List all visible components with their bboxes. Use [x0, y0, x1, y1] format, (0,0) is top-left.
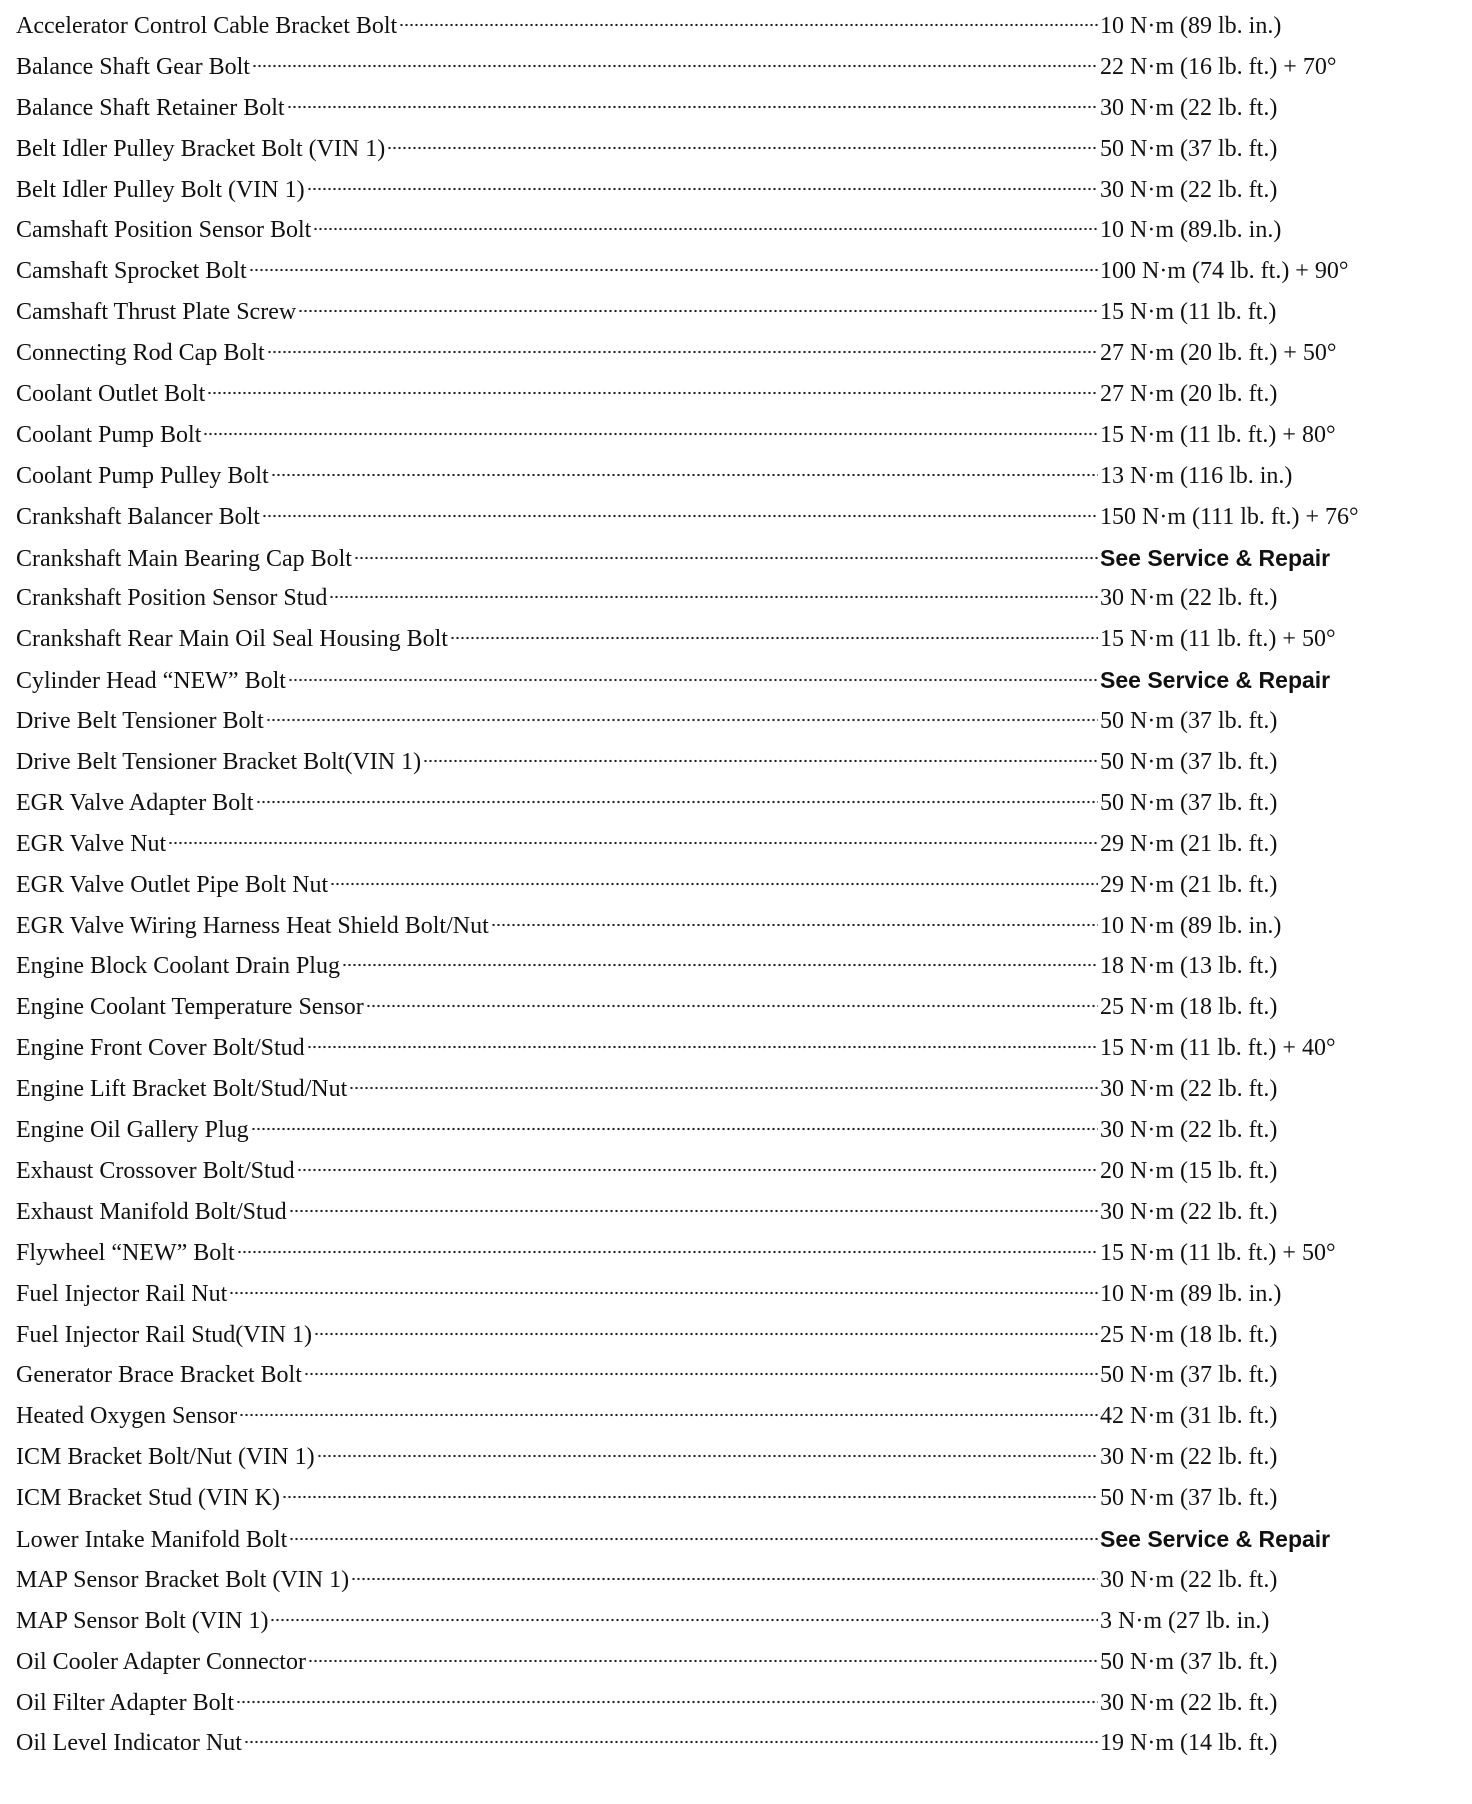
component-name: MAP Sensor Bolt (VIN 1)	[16, 1607, 269, 1634]
dot-leader	[207, 391, 1098, 395]
spec-row	[16, 1069, 1436, 1110]
dot-leader	[314, 1332, 1098, 1336]
torque-value: 150 N·m (111 lb. ft.) + 76°	[1100, 503, 1359, 530]
component-name: Crankshaft Balancer Bolt	[16, 503, 260, 530]
spec-row	[16, 1683, 1436, 1724]
spec-row	[16, 374, 1436, 415]
torque-value: 15 N·m (11 lb. ft.)	[1100, 299, 1277, 326]
dot-leader	[237, 1250, 1098, 1254]
component-name: Oil Level Indicator Nut	[16, 1730, 242, 1757]
torque-specification-list	[16, 6, 1436, 1764]
service-reference: See Service & Repair	[1100, 667, 1331, 694]
dot-leader	[236, 1700, 1098, 1704]
dot-leader	[351, 1577, 1098, 1581]
spec-row	[16, 1315, 1436, 1356]
spec-row	[16, 660, 1436, 701]
component-name: Lower Intake Manifold Bolt	[16, 1526, 288, 1553]
component-name: Generator Brace Bracket Bolt	[16, 1362, 302, 1389]
torque-value: 20 N·m (15 lb. ft.)	[1100, 1157, 1278, 1184]
spec-row	[16, 1274, 1436, 1315]
dot-leader	[399, 23, 1098, 27]
component-name: Drive Belt Tensioner Bracket Bolt(VIN 1)	[16, 749, 422, 776]
torque-value: 13 N·m (116 lb. in.)	[1100, 462, 1293, 489]
dot-leader	[387, 146, 1098, 150]
dot-leader	[307, 187, 1098, 191]
spec-row	[16, 578, 1436, 619]
torque-value: 10 N·m (89 lb. in.)	[1100, 1280, 1282, 1307]
torque-value: 50 N·m (37 lb. ft.)	[1100, 789, 1278, 816]
spec-row	[16, 906, 1436, 947]
spec-row	[16, 619, 1436, 660]
component-name: Oil Filter Adapter Bolt	[16, 1689, 234, 1716]
component-name: Exhaust Manifold Bolt/Stud	[16, 1198, 287, 1225]
torque-value: 30 N·m (22 lb. ft.)	[1100, 176, 1278, 203]
spec-row	[16, 129, 1436, 170]
service-reference: See Service & Repair	[1100, 1525, 1331, 1552]
dot-leader	[168, 841, 1098, 845]
torque-value: 15 N·m (11 lb. ft.) + 40°	[1100, 1035, 1336, 1062]
dot-leader	[317, 1454, 1098, 1458]
spec-row	[16, 987, 1436, 1028]
dot-leader	[287, 105, 1098, 109]
spec-row	[16, 6, 1436, 47]
dot-leader	[423, 759, 1098, 763]
dot-leader	[271, 473, 1098, 477]
spec-row	[16, 497, 1436, 538]
service-reference: See Service & Repair	[1100, 544, 1331, 571]
dot-leader	[288, 678, 1098, 682]
component-name: Belt Idler Pulley Bracket Bolt (VIN 1)	[16, 135, 386, 162]
spec-row	[16, 210, 1436, 251]
dot-leader	[267, 350, 1098, 354]
torque-value: 29 N·m (21 lb. ft.)	[1100, 830, 1278, 857]
dot-leader	[244, 1740, 1098, 1744]
dot-leader	[203, 432, 1098, 436]
spec-row	[16, 1151, 1436, 1192]
torque-value: 3 N·m (27 lb. in.)	[1100, 1607, 1270, 1634]
component-name: ICM Bracket Bolt/Nut (VIN 1)	[16, 1444, 315, 1471]
spec-row	[16, 47, 1436, 88]
torque-value: 25 N·m (18 lb. ft.)	[1100, 1321, 1278, 1348]
torque-value: 10 N·m (89 lb. in.)	[1100, 13, 1282, 39]
spec-row	[16, 1028, 1436, 1069]
component-name: Crankshaft Position Sensor Stud	[16, 585, 328, 612]
dot-leader	[450, 636, 1098, 640]
torque-value: 10 N·m (89 lb. in.)	[1100, 912, 1282, 939]
spec-row	[16, 742, 1436, 783]
dot-leader	[229, 1291, 1098, 1295]
torque-value: 50 N·m (37 lb. ft.)	[1100, 1362, 1278, 1389]
component-name: EGR Valve Wiring Harness Heat Shield Bolt/Nut	[16, 912, 489, 939]
spec-row	[16, 783, 1436, 824]
component-name: Balance Shaft Retainer Bolt	[16, 94, 285, 121]
spec-row	[16, 824, 1436, 865]
dot-leader	[329, 595, 1098, 599]
spec-row	[16, 1560, 1436, 1601]
component-name: Engine Oil Gallery Plug	[16, 1117, 249, 1144]
dot-leader	[366, 1004, 1098, 1008]
component-name: Coolant Pump Pulley Bolt	[16, 462, 269, 489]
spec-row	[16, 251, 1436, 292]
spec-row	[16, 1519, 1436, 1560]
dot-leader	[251, 1127, 1098, 1131]
component-name: ICM Bracket Stud (VIN K)	[16, 1485, 280, 1512]
component-name: Drive Belt Tensioner Bolt	[16, 708, 264, 735]
component-name: Camshaft Thrust Plate Screw	[16, 299, 297, 326]
dot-leader	[282, 1495, 1098, 1499]
dot-leader	[289, 1537, 1098, 1541]
spec-row	[16, 170, 1436, 211]
torque-value: 15 N·m (11 lb. ft.) + 50°	[1100, 1239, 1336, 1266]
torque-value: 15 N·m (11 lb. ft.) + 80°	[1100, 421, 1336, 448]
torque-value: 30 N·m (22 lb. ft.)	[1100, 94, 1278, 121]
dot-leader	[289, 1209, 1098, 1213]
torque-value: 30 N·m (22 lb. ft.)	[1100, 1689, 1278, 1716]
torque-value: 27 N·m (20 lb. ft.)	[1100, 381, 1278, 408]
component-name: Engine Lift Bracket Bolt/Stud/Nut	[16, 1076, 348, 1103]
dot-leader	[249, 268, 1098, 272]
torque-value: 30 N·m (22 lb. ft.)	[1100, 1076, 1278, 1103]
torque-value: 30 N·m (22 lb. ft.)	[1100, 1444, 1278, 1471]
component-name: Engine Coolant Temperature Sensor	[16, 994, 364, 1021]
torque-value: 15 N·m (11 lb. ft.) + 50°	[1100, 626, 1336, 653]
dot-leader	[354, 556, 1098, 560]
component-name: EGR Valve Outlet Pipe Bolt Nut	[16, 871, 329, 898]
spec-row	[16, 1478, 1436, 1519]
torque-value: 50 N·m (37 lb. ft.)	[1100, 135, 1278, 162]
dot-leader	[298, 309, 1098, 313]
torque-value: 18 N·m (13 lb. ft.)	[1100, 953, 1278, 980]
spec-row	[16, 1723, 1436, 1764]
component-name: Fuel Injector Rail Nut	[16, 1280, 228, 1307]
dot-leader	[342, 963, 1098, 967]
component-name: Engine Block Coolant Drain Plug	[16, 953, 340, 980]
component-name: EGR Valve Adapter Bolt	[16, 789, 254, 816]
torque-value: 50 N·m (37 lb. ft.)	[1100, 1485, 1278, 1512]
dot-leader	[349, 1086, 1098, 1090]
torque-value: 10 N·m (89.lb. in.)	[1100, 217, 1282, 244]
component-name: Crankshaft Main Bearing Cap Bolt	[16, 545, 352, 572]
component-name: Heated Oxygen Sensor	[16, 1403, 238, 1430]
component-name: EGR Valve Nut	[16, 830, 167, 857]
spec-row	[16, 865, 1436, 906]
dot-leader	[330, 882, 1098, 886]
spec-row	[16, 456, 1436, 497]
torque-value: 19 N·m (14 lb. ft.)	[1100, 1730, 1278, 1757]
torque-value: 29 N·m (21 lb. ft.)	[1100, 871, 1278, 898]
torque-value: 42 N·m (31 lb. ft.)	[1100, 1403, 1278, 1430]
torque-value: 30 N·m (22 lb. ft.)	[1100, 585, 1278, 612]
dot-leader	[304, 1372, 1098, 1376]
dot-leader	[308, 1659, 1098, 1663]
torque-value: 22 N·m (16 lb. ft.) + 70°	[1100, 53, 1337, 80]
dot-leader	[270, 1618, 1098, 1622]
dot-leader	[491, 923, 1098, 927]
spec-row	[16, 1355, 1436, 1396]
component-name: Connecting Rod Cap Bolt	[16, 340, 265, 367]
component-name: Oil Cooler Adapter Connector	[16, 1648, 306, 1675]
spec-row	[16, 701, 1436, 742]
torque-value: 25 N·m (18 lb. ft.)	[1100, 994, 1278, 1021]
dot-leader	[252, 64, 1098, 68]
spec-row	[16, 333, 1436, 374]
torque-value: 100 N·m (74 lb. ft.) + 90°	[1100, 258, 1349, 285]
component-name: Coolant Outlet Bolt	[16, 381, 206, 408]
component-name: Accelerator Control Cable Bracket Bolt	[16, 13, 398, 39]
dot-leader	[307, 1045, 1098, 1049]
spec-row	[16, 415, 1436, 456]
dot-leader	[297, 1168, 1098, 1172]
component-name: MAP Sensor Bracket Bolt (VIN 1)	[16, 1566, 350, 1593]
component-name: Flywheel “NEW” Bolt	[16, 1239, 235, 1266]
component-name: Belt Idler Pulley Bolt (VIN 1)	[16, 176, 305, 203]
spec-row	[16, 1192, 1436, 1233]
spec-row	[16, 292, 1436, 333]
dot-leader	[262, 514, 1098, 518]
torque-value: 27 N·m (20 lb. ft.) + 50°	[1100, 340, 1337, 367]
component-name: Camshaft Position Sensor Bolt	[16, 217, 312, 244]
component-name: Coolant Pump Bolt	[16, 421, 202, 448]
spec-row	[16, 1233, 1436, 1274]
spec-row	[16, 538, 1436, 579]
torque-value: 30 N·m (22 lb. ft.)	[1100, 1117, 1278, 1144]
torque-value: 50 N·m (37 lb. ft.)	[1100, 1648, 1278, 1675]
component-name: Engine Front Cover Bolt/Stud	[16, 1035, 305, 1062]
spec-row	[16, 1110, 1436, 1151]
torque-value: 50 N·m (37 lb. ft.)	[1100, 708, 1278, 735]
torque-value: 30 N·m (22 lb. ft.)	[1100, 1198, 1278, 1225]
spec-row	[16, 1437, 1436, 1478]
dot-leader	[266, 718, 1098, 722]
spec-row	[16, 946, 1436, 987]
component-name: Camshaft Sprocket Bolt	[16, 258, 247, 285]
spec-row	[16, 88, 1436, 129]
dot-leader	[313, 227, 1098, 231]
component-name: Fuel Injector Rail Stud(VIN 1)	[16, 1321, 312, 1348]
spec-row	[16, 1601, 1436, 1642]
torque-value: 30 N·m (22 lb. ft.)	[1100, 1566, 1278, 1593]
spec-row	[16, 1642, 1436, 1683]
torque-value: 50 N·m (37 lb. ft.)	[1100, 749, 1278, 776]
component-name: Cylinder Head “NEW” Bolt	[16, 668, 286, 695]
dot-leader	[239, 1413, 1098, 1417]
component-name: Exhaust Crossover Bolt/Stud	[16, 1157, 295, 1184]
component-name: Balance Shaft Gear Bolt	[16, 53, 250, 80]
dot-leader	[256, 800, 1098, 804]
component-name: Crankshaft Rear Main Oil Seal Housing Bolt	[16, 626, 448, 653]
spec-row	[16, 1396, 1436, 1437]
